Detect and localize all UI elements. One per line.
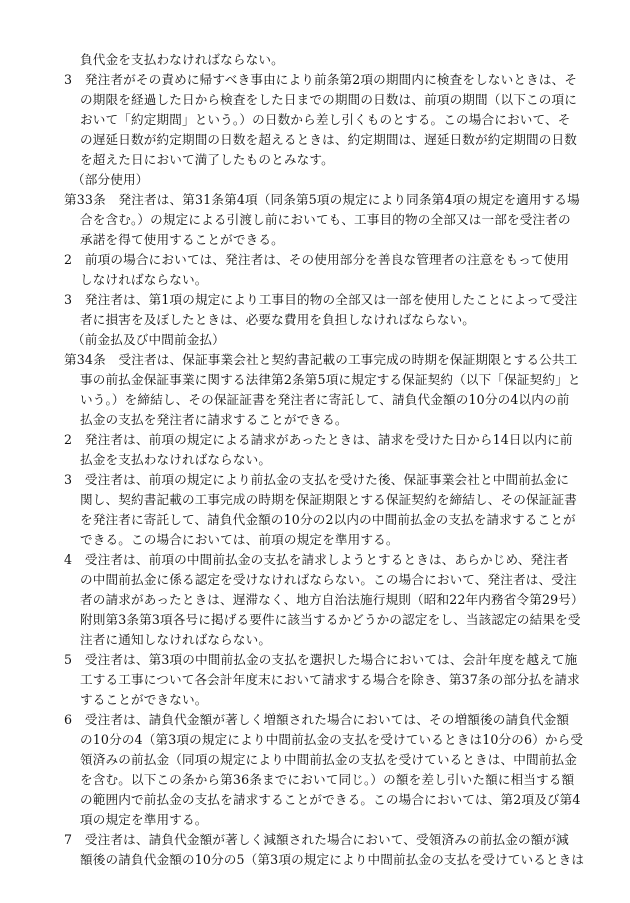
text-line: の10分の4（第3項の規定により中間前払金の支払を受けているときは10分の6）から受 bbox=[80, 732, 584, 747]
text-line: 2 前項の場合においては、発注者は、その使用部分を善良な管理者の注意をもって使用 bbox=[64, 252, 570, 267]
text-line: 者の請求があったときは、遅滞なく、地方自治法施行規則（昭和22年内務省令第29号） bbox=[80, 592, 584, 607]
text-line: の範囲内で前払金の支払を請求することができる。この場合においては、第2項及び第4 bbox=[80, 792, 581, 807]
text-line: 注者に通知しなければならない。 bbox=[80, 632, 272, 647]
text-line: を発注者に寄託して、請負代金額の10分の2以内の中間前払金の支払を請求することが bbox=[80, 512, 576, 527]
text-line: 4 受注者は、前項の中間前払金の支払を請求しようとするときは、あらかじめ、発注者 bbox=[64, 552, 569, 567]
text-line: することができない。 bbox=[80, 692, 208, 707]
article-line: 第33条 発注者は、第31条第4項（同条第5項の規定により同条第4項の規定を適用する場 bbox=[64, 192, 580, 207]
text-line: 領済みの前払金（同項の規定により中間前払金の支払を受けているときは、中間前払金 bbox=[80, 752, 578, 767]
text-line: 項の規定を準用する。 bbox=[80, 812, 208, 827]
text-line: 額後の請負代金額の10分の5（第3項の規定により中間前払金の支払を受けているときは bbox=[80, 852, 585, 867]
article-line: 第34条 受注者は、保証事業会社と契約書記載の工事完成の時期を保証期限とする公共工 bbox=[64, 352, 578, 367]
text-line: おいて「約定期間」という。）の日数から差し引くものとする。この場合において、そ bbox=[80, 112, 571, 127]
text-line: 払金を支払わなければならない。 bbox=[80, 452, 272, 467]
text-line: できる。この場合においては、前項の規定を準用する。 bbox=[80, 532, 399, 547]
text-line: の遅延日数が約定期間の日数を超えるときは、約定期間は、遅延日数が約定期間の日数 bbox=[80, 132, 578, 147]
text-line: 負代金を支払わなければならない。 bbox=[80, 52, 284, 67]
text-line: を含む。以下この条から第36条までにおいて同じ。）の額を差し引いた額に相当する額 bbox=[80, 772, 575, 787]
section-heading: （前金払及び中間前金払） bbox=[72, 332, 225, 347]
text-line: 関し、契約書記載の工事完成の時期を保証期限とする保証契約を締結し、その保証証書 bbox=[80, 492, 578, 507]
text-line: 5 受注者は、第3項の中間前払金の支払を選択した場合においては、会計年度を越えて施 bbox=[64, 652, 578, 667]
text-line: を超えた日において満了したものとみなす。 bbox=[80, 152, 334, 167]
text-line: 7 受注者は、請負代金額が著しく減額された場合において、受領済みの前払金の額が減 bbox=[64, 832, 569, 847]
text-line: の期限を経過した日から検査をした日までの期間の日数は、前項の期間（以下この項に bbox=[80, 92, 578, 107]
text-line: 附則第3条第3項各号に掲げる要件に該当するかどうかの認定をし、当該認定の結果を受 bbox=[80, 612, 581, 627]
text-line: 工する工事について各会計年度末において請求する場合を除き、第37条の部分払を請求 bbox=[80, 672, 580, 687]
text-line: 払金の支払を発注者に請求することができる。 bbox=[80, 412, 348, 427]
section-heading: （部分使用） bbox=[72, 172, 149, 187]
text-line: 3 発注者がその責めに帰すべき事由により前条第2項の期間内に検査をしないときは、そ bbox=[64, 72, 578, 87]
text-line: しなければならない。 bbox=[80, 272, 208, 287]
text-line: 者に損害を及ぼしたときは、必要な費用を負担しなければならない。 bbox=[80, 312, 476, 327]
text-line: 承諾を得て使用することができる。 bbox=[80, 232, 284, 247]
text-line: 合を含む。）の規定による引渡し前においても、工事目的物の全部又は一部を受注者の bbox=[80, 212, 571, 227]
text-line: 3 受注者は、前項の規定により前払金の支払を受けた後、保証事業会社と中間前払金に bbox=[64, 472, 570, 487]
text-line: の中間前払金に係る認定を受けなければならない。この場合において、発注者は、受注 bbox=[80, 572, 577, 587]
text-line: いう。）を締結し、その保証証書を発注者に寄託して、請負代金額の10分の4以内の前 bbox=[80, 392, 570, 407]
text-line: 2 発注者は、前項の規定による請求があったときは、請求を受けた日から14日以内に前 bbox=[64, 432, 573, 447]
text-line: 事の前払金保証事業に関する法律第2条第5項に規定する保証契約（以下「保証契約」と bbox=[80, 372, 581, 387]
text-line: 3 発注者は、第1項の規定により工事目的物の全部又は一部を使用したことによって受注 bbox=[64, 292, 578, 307]
text-line: 6 受注者は、請負代金額が著しく増額された場合においては、その増額後の請負代金額 bbox=[64, 712, 570, 727]
